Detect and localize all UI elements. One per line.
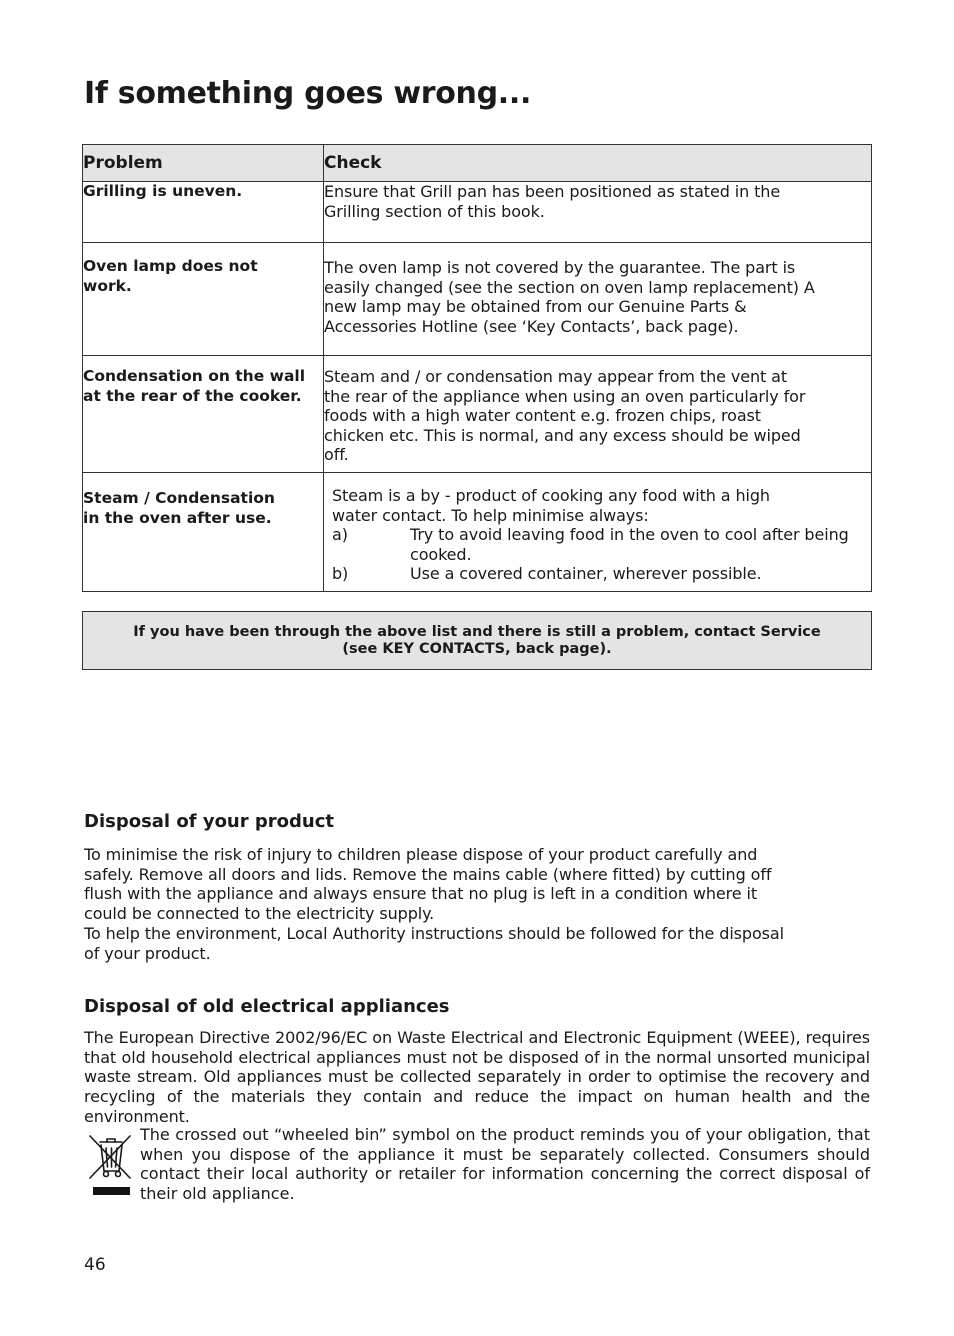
check-line: Accessories Hotline (see ‘Key Contacts’, back page). [324,316,739,336]
text-line: of your product. [84,943,211,963]
text-line: could be connected to the electricity supply. [84,904,435,924]
problem-cell: Grilling is uneven. [83,182,324,243]
notice-line: (see KEY CONTACTS, back page). [342,641,612,657]
check-line: Ensure that Grill pan has been positioned as stated in the [324,182,781,201]
crossed-out-wheeled-bin-icon [88,1133,132,1197]
check-line: The oven lamp is not covered by the guarantee. The part is [324,258,796,277]
check-line: chicken etc. This is normal, and any excess should be wiped [324,425,801,445]
weee-paragraph: The European Directive 2002/96/EC on Waste Electrical and Electronic Equipment (WEEE), requires that old household electrical appliances must not be disposed of in the normal unsorted municipal waste stream. Old appliances must be collected separately in order to optimise the recovery and recycling of the materials they contain and reduce the impact on human health and the environment. [84,1028,870,1126]
check-line: the rear of the appliance when using an oven particularly for [324,386,806,406]
list-text: Use a covered container, wherever possible. [410,564,762,584]
check-line: new lamp may be obtained from our Genuine Parts & [324,297,747,317]
check-line: Steam and / or condensation may appear from the vent at [324,367,788,386]
weee-symbol-text: The crossed out “wheeled bin” symbol on the product reminds you of your obligation, that when you dispose of the appliance it must be separately collected. Consumers should contact their local authority or retailer for information concerning the correct disposal of their old appliance. [140,1125,870,1204]
problem-cell [83,243,324,356]
troubleshooting-table [82,144,872,592]
problem-cell [83,473,324,592]
check-cell [324,243,872,356]
disposal-paragraph [84,845,870,963]
text-line: flush with the appliance and always ensure that no plug is left in a condition where it [84,884,757,904]
check-cell [324,356,872,473]
list-item [332,525,871,564]
weee-heading: Disposal of old electrical appliances [84,996,450,1017]
check-line: Grilling section of this book. [324,201,545,221]
list-text: Try to avoid leaving food in the oven to cool after being cooked. [410,525,849,564]
list-marker: b) [332,564,349,584]
check-line: foods with a high water content e.g. frozen chips, roast [324,406,761,426]
problem-cell [83,356,324,473]
list-item [332,564,871,584]
problem-text: Oven lamp does not work. [83,257,258,295]
problem-text: Steam / Condensation in the oven after use. [83,489,275,527]
list-marker: a) [332,525,348,545]
page-number: 46 [84,1255,106,1275]
table-row [83,182,872,243]
disposal-heading: Disposal of your product [84,811,334,832]
table-row [83,243,872,356]
check-line: off. [324,445,349,465]
check-line: Steam is a by - product of cooking any food with a high [332,486,770,505]
check-line: water contact. To help minimise always: [332,505,649,525]
problem-text: Condensation on the wall at the rear of the cooker. [83,367,306,405]
table-header-row [83,145,872,182]
text-line: To minimise the risk of injury to children please dispose of your product carefully and [84,845,758,864]
check-cell [324,182,872,243]
check-line: easily changed (see the section on oven lamp replacement) A [324,277,815,297]
column-header-problem: Problem [83,145,324,182]
notice-line: If you have been through the above list and there is still a problem, contact Service [133,624,821,640]
text-line: To help the environment, Local Authority instructions should be followed for the disposal [84,923,784,943]
page-title: If something goes wrong... [84,76,532,111]
text-line: safely. Remove all doors and lids. Remove the mains cable (where fitted) by cutting off [84,864,772,884]
service-notice [82,611,872,670]
check-cell [324,473,872,592]
table-row [83,473,872,592]
table-row [83,356,872,473]
column-header-check: Check [324,145,872,182]
